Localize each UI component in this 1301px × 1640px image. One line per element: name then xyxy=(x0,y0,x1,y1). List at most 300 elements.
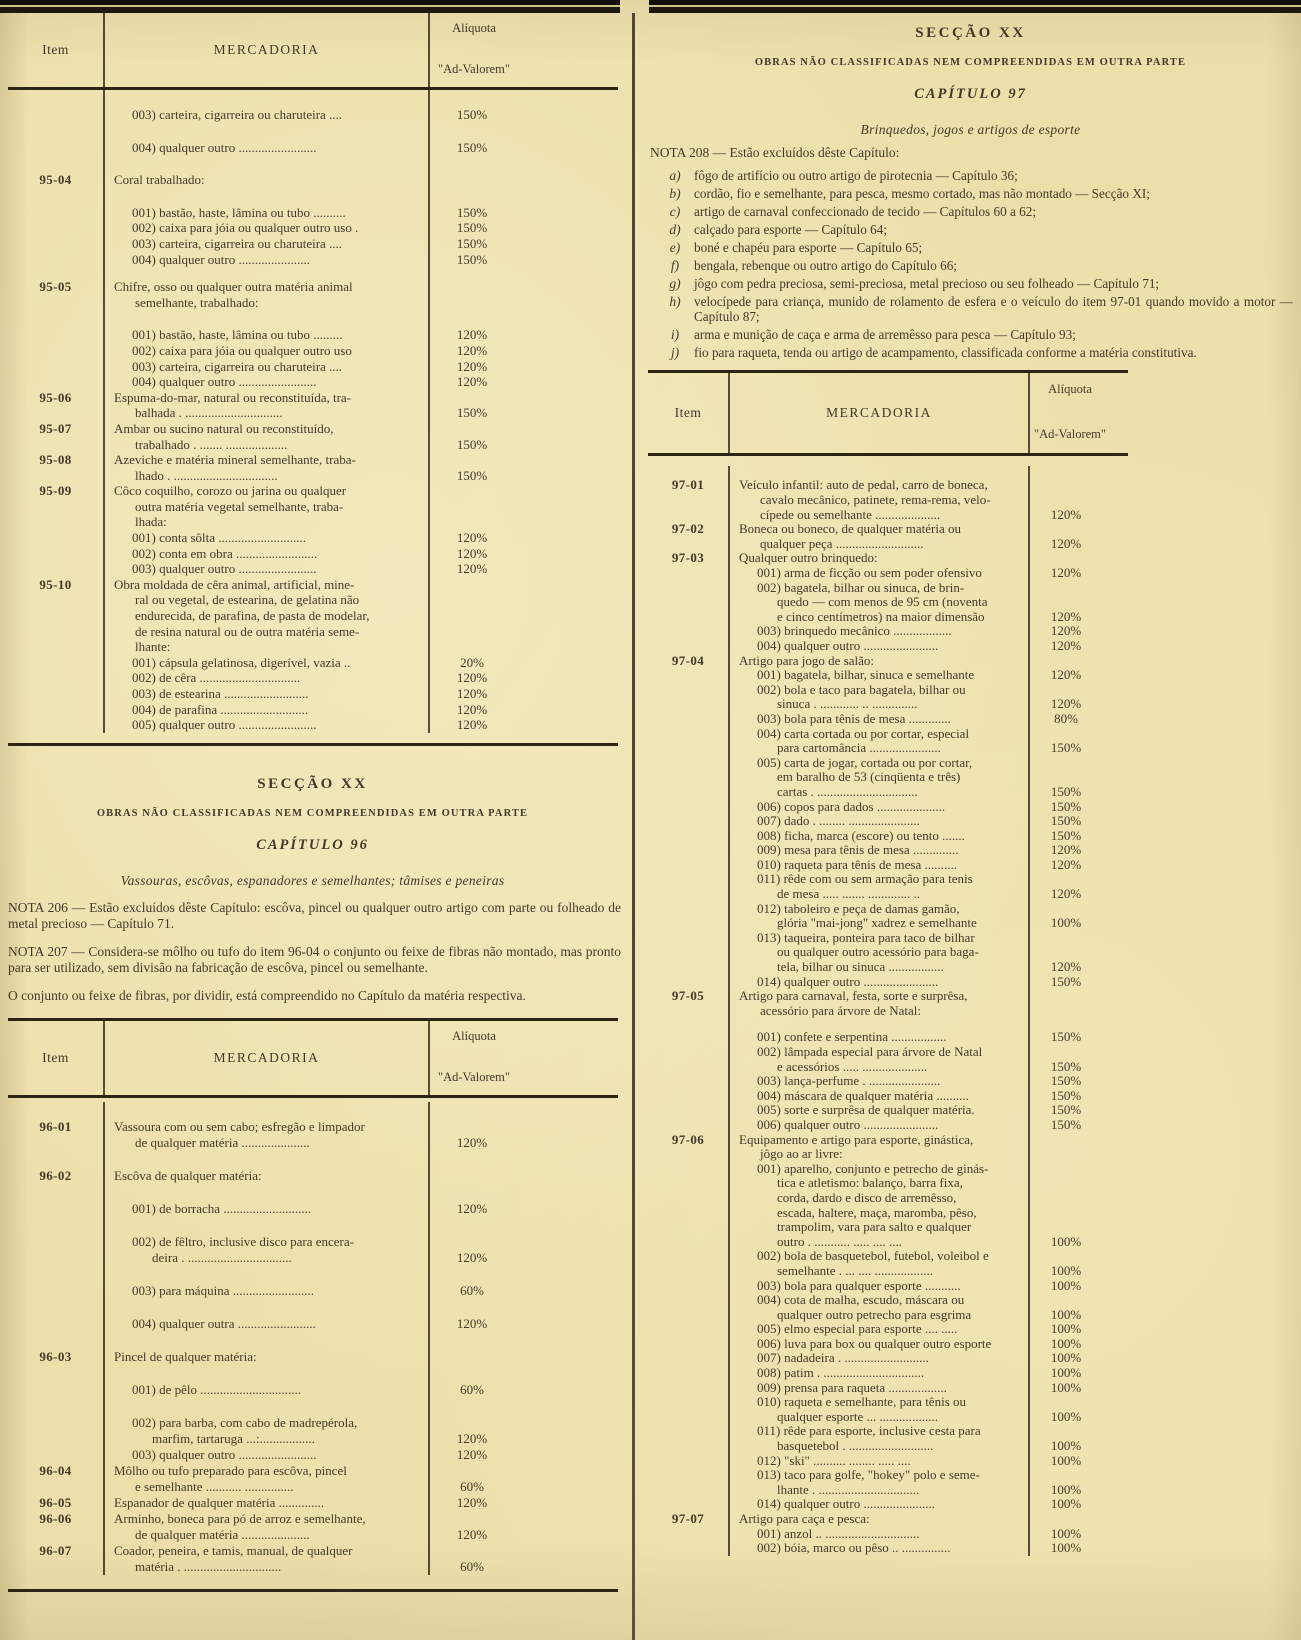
item-code xyxy=(648,814,728,829)
table-row xyxy=(8,1299,618,1332)
mercadoria-line: 004) qualquer outra ........................ xyxy=(132,1316,316,1332)
mercadoria-line: 004) qualquer outro ........................ xyxy=(132,139,317,155)
aliquota-cell xyxy=(428,577,618,593)
aliquota-cell xyxy=(428,405,618,421)
mercadoria-line: corda, dardo e disco de arremêsso, xyxy=(777,1190,957,1205)
aliquota-value: 100% xyxy=(1050,1262,1082,1278)
table-row xyxy=(648,960,1128,975)
section-heading-chapter-97 xyxy=(640,25,1301,360)
aliquota-cell xyxy=(1028,887,1128,902)
item-code xyxy=(648,610,728,625)
aliquota-cell xyxy=(1028,1060,1128,1075)
mercadoria-cell xyxy=(728,960,1028,975)
item-code xyxy=(648,1483,728,1498)
note-paragraph: NOTA 206 — Estão excluídos dêste Capítulo: escôva, pincel ou qualquer outro artigo com parte ou folheado de metal precioso — Capítulo 71. xyxy=(8,899,621,932)
mercadoria-line: Boneca ou boneco, de qualquer matéria ou xyxy=(739,522,961,537)
table-row xyxy=(648,1060,1128,1075)
mercadoria-cell xyxy=(103,374,428,390)
table-row xyxy=(648,1018,1128,1045)
mercadoria-line: 002) conta em obra ......................... xyxy=(132,545,318,561)
mercadoria-cell xyxy=(728,1337,1028,1352)
item-code xyxy=(648,697,728,712)
aliquota-cell xyxy=(1028,1147,1128,1162)
table-row xyxy=(8,546,618,562)
aliquota-cell xyxy=(1028,1264,1128,1279)
item-code: 96-04 xyxy=(39,1463,72,1479)
mercadoria-line: 002) caixa para jóia ou qualquer outro uso xyxy=(132,342,352,358)
aliquota-cell xyxy=(428,267,618,295)
table-row xyxy=(648,931,1128,946)
table-row xyxy=(648,610,1128,625)
table-row xyxy=(648,872,1128,887)
mercadoria-line: 012) "ski" .......... ........ ..... .... xyxy=(757,1453,911,1468)
section-subtitle: OBRAS NÃO CLASSIFICADAS NEM COMPREENDIDAS EM OUTRA PARTE xyxy=(96,807,529,819)
mercadoria-cell xyxy=(103,220,428,236)
item-code xyxy=(648,829,728,844)
item-code xyxy=(648,1162,728,1177)
mercadoria-line: ou qualquer outro acessório para baga- xyxy=(777,945,979,960)
mercadoria-line: 010) raqueta e semelhante, para tênis ou xyxy=(757,1395,966,1410)
column-header-mercadoria: MERCADORIA xyxy=(103,13,428,87)
aliquota-cell xyxy=(428,90,618,123)
mercadoria-line: de resina natural ou de outra matéria seme- xyxy=(135,623,360,639)
aliquota-cell xyxy=(1028,624,1128,639)
mercadoria-line: de qualquer matéria ..................... xyxy=(135,1135,310,1151)
table-body xyxy=(8,1098,618,1589)
aliquota-value: 20% xyxy=(460,654,484,670)
table-row xyxy=(648,639,1128,654)
table-row xyxy=(648,466,1128,493)
mercadoria-cell xyxy=(728,712,1028,727)
mercadoria-line: 007) nadadeira . .......................... xyxy=(757,1351,929,1366)
aliquota-value: 120% xyxy=(456,1431,488,1447)
mercadoria-cell xyxy=(728,1293,1028,1308)
aliquota-cell xyxy=(428,343,618,359)
item-code xyxy=(8,359,103,375)
aliquota-cell xyxy=(1028,829,1128,844)
item-code: 97-07 xyxy=(671,1511,705,1527)
mercadoria-cell xyxy=(728,1133,1028,1148)
mercadoria-cell xyxy=(728,1308,1028,1323)
exclusion-text: bengala, rebenque ou outro artigo do Capítulo 66; xyxy=(694,257,957,273)
mercadoria-line: 001) conta sôlta ........................... xyxy=(132,530,307,546)
aliquota-cell xyxy=(428,686,618,702)
mercadoria-cell xyxy=(103,1365,428,1398)
aliquota-value: 120% xyxy=(456,701,488,717)
item-code xyxy=(648,537,728,552)
mercadoria-line: 005) sorte e surprêsa de qualquer matéria. xyxy=(757,1103,975,1118)
aliquota-cell xyxy=(1028,566,1128,581)
mercadoria-line: 013) taco para golfe, "hokey" polo e seme- xyxy=(757,1468,980,1483)
exclusion-text: calçado para esporte — Capítulo 64; xyxy=(694,221,887,237)
aliquota-cell xyxy=(428,1299,618,1332)
table-row xyxy=(8,390,618,406)
aliquota-value: 100% xyxy=(1050,1233,1082,1249)
mercadoria-cell xyxy=(103,452,428,468)
mercadoria-line: tica e atletismo: balanço, barra fixa, xyxy=(777,1176,963,1191)
table-row xyxy=(648,916,1128,931)
item-code xyxy=(8,220,103,236)
table-row xyxy=(648,800,1128,815)
aliquota-value: 100% xyxy=(1050,915,1082,931)
mercadoria-cell xyxy=(728,551,1028,566)
mercadoria-cell xyxy=(728,931,1028,946)
mercadoria-cell xyxy=(728,1018,1028,1045)
aliquota-value: 120% xyxy=(456,1201,488,1217)
aliquota-cell xyxy=(1028,508,1128,523)
mercadoria-cell xyxy=(728,1527,1028,1542)
exclusion-letter: a) xyxy=(669,168,681,183)
mercadoria-cell xyxy=(728,1089,1028,1104)
mercadoria-cell xyxy=(728,1424,1028,1439)
item-code xyxy=(648,1322,728,1337)
table-row xyxy=(8,530,618,546)
left-column xyxy=(0,13,625,1592)
aliquota-cell xyxy=(1028,1089,1128,1104)
mercadoria-cell xyxy=(103,405,428,421)
aliquota-cell xyxy=(1028,1410,1128,1425)
aliquota-cell xyxy=(1028,1045,1128,1060)
aliquota-value: 150% xyxy=(456,251,488,267)
aliquota-cell xyxy=(428,639,618,655)
exclusion-item xyxy=(650,241,1295,256)
item-code xyxy=(8,1217,103,1250)
item-code: 95-05 xyxy=(39,279,72,295)
aliquota-value: 100% xyxy=(1050,1408,1082,1424)
mercadoria-cell xyxy=(728,1279,1028,1294)
aliquota-value: 120% xyxy=(1050,856,1082,872)
table-row xyxy=(8,670,618,686)
mercadoria-cell xyxy=(103,468,428,484)
item-code xyxy=(648,1351,728,1366)
aliquota-cell xyxy=(428,252,618,268)
mercadoria-line: 001) bastão, haste, lâmina ou tubo ......... xyxy=(132,327,343,343)
mercadoria-line: Escôva de qualquer matéria: xyxy=(114,1168,262,1184)
item-code xyxy=(648,1206,728,1221)
mercadoria-cell xyxy=(728,1351,1028,1366)
aliquota-cell xyxy=(428,546,618,562)
mercadoria-cell xyxy=(103,639,428,655)
table-row xyxy=(8,514,618,530)
aliquota-cell xyxy=(428,1543,618,1559)
aliquota-cell xyxy=(428,1398,618,1431)
aliquota-value: 100% xyxy=(1050,1540,1082,1556)
table-row xyxy=(8,592,618,608)
mercadoria-line: 003) bola para tênis de mesa ............. xyxy=(757,711,951,726)
mercadoria-cell xyxy=(728,1264,1028,1279)
aliquota-value: 120% xyxy=(456,1316,488,1332)
aliquota-value: 150% xyxy=(1050,827,1082,843)
mercadoria-cell xyxy=(728,785,1028,800)
table-header-row xyxy=(8,13,618,90)
mercadoria-cell xyxy=(103,1543,428,1559)
item-code xyxy=(648,1074,728,1089)
aliquota-cell xyxy=(1028,1308,1128,1323)
item-code xyxy=(648,566,728,581)
mercadoria-line: trabalhado . ....... ................... xyxy=(135,436,288,452)
item-code: 97-04 xyxy=(671,652,705,668)
aliquota-cell xyxy=(428,123,618,156)
table-row xyxy=(648,902,1128,917)
exclusion-text: boné e chapéu para esporte — Capítulo 65; xyxy=(694,239,923,255)
aliquota-cell xyxy=(1028,697,1128,712)
mercadoria-line: 014) qualquer outro ...................... xyxy=(757,1497,936,1512)
aliquota-cell xyxy=(428,608,618,624)
mercadoria-cell xyxy=(728,466,1028,493)
aliquota-cell xyxy=(428,624,618,640)
mercadoria-cell xyxy=(103,514,428,530)
mercadoria-cell xyxy=(728,1162,1028,1177)
item-code xyxy=(8,310,103,343)
mercadoria-line: 002) de cêra ............................... xyxy=(132,670,301,686)
aliquota-value: 120% xyxy=(1050,608,1082,624)
aliquota-cell xyxy=(1028,1279,1128,1294)
mercadoria-line: trampolim, vara para salto e qualquer xyxy=(777,1220,972,1235)
item-code xyxy=(648,1468,728,1483)
mercadoria-line: 003) brinquedo mecânico .................. xyxy=(757,624,952,639)
item-code xyxy=(648,508,728,523)
mercadoria-cell xyxy=(103,437,428,453)
mercadoria-line: 003) qualquer outro ........................ xyxy=(132,1447,317,1463)
aliquota-value: 60% xyxy=(460,1382,484,1398)
aliquota-cell xyxy=(428,359,618,375)
mercadoria-cell xyxy=(728,858,1028,873)
aliquota-cell xyxy=(1028,1249,1128,1264)
mercadoria-line: 001) confete e serpentina ................. xyxy=(757,1030,947,1045)
mercadoria-line: para cartomância ...................... xyxy=(777,741,941,756)
table-row xyxy=(8,1266,618,1299)
table-row xyxy=(8,1559,618,1575)
aliquota-cell xyxy=(428,530,618,546)
mercadoria-cell xyxy=(728,1176,1028,1191)
aliquota-cell xyxy=(428,1266,618,1299)
table-row xyxy=(8,1217,618,1250)
mercadoria-line: marfim, tartaruga ...:................. xyxy=(152,1431,315,1447)
table-row xyxy=(648,1103,1128,1118)
aliquota-cell xyxy=(428,483,618,499)
item-code xyxy=(648,931,728,946)
aliquota-cell xyxy=(428,1527,618,1543)
mercadoria-cell xyxy=(103,295,428,311)
item-code: 97-05 xyxy=(671,988,705,1004)
mercadoria-line: 002) para barba, com cabo de madrepérola, xyxy=(132,1415,358,1431)
aliquota-cell xyxy=(428,1184,618,1217)
aliquota-cell xyxy=(1028,712,1128,727)
item-code xyxy=(648,493,728,508)
table-row xyxy=(648,1410,1128,1425)
table-row xyxy=(648,1162,1128,1177)
tariff-table xyxy=(8,1018,618,1592)
table-row xyxy=(648,697,1128,712)
mercadoria-line: 009) prensa para raqueta .................. xyxy=(757,1380,947,1395)
item-code xyxy=(8,236,103,252)
aliquota-cell xyxy=(1028,1541,1128,1556)
aliquota-cell xyxy=(1028,975,1128,990)
mercadoria-line: 013) taqueira, ponteira para taco de bilhar xyxy=(757,930,975,945)
table-row xyxy=(648,1206,1128,1221)
table-row xyxy=(8,236,618,252)
aliquota-cell xyxy=(428,1431,618,1447)
mercadoria-cell xyxy=(728,887,1028,902)
mercadoria-cell xyxy=(728,872,1028,887)
mercadoria-line: qualquer esporte ... .................. xyxy=(777,1409,939,1424)
column-header-aliquota xyxy=(428,13,618,87)
aliquota-value: 100% xyxy=(1050,1350,1082,1366)
mercadoria-cell xyxy=(103,608,428,624)
section-title: SECÇÃO XX xyxy=(257,775,368,792)
table-row xyxy=(8,267,618,295)
aliquota-value: 120% xyxy=(1050,565,1082,581)
mercadoria-line: basquetebol . .......................... xyxy=(777,1439,934,1454)
item-code xyxy=(648,1045,728,1060)
item-code xyxy=(648,800,728,815)
aliquota-cell xyxy=(1028,1527,1128,1542)
aliquota-value: 100% xyxy=(1050,1525,1082,1541)
item-code xyxy=(648,785,728,800)
aliquota-cell xyxy=(1028,1293,1128,1308)
item-code xyxy=(648,1308,728,1323)
mercadoria-line: 004) de parafina ........................... xyxy=(132,701,309,717)
mercadoria-cell xyxy=(103,252,428,268)
table-row xyxy=(8,1527,618,1543)
mercadoria-cell xyxy=(728,1249,1028,1264)
tariff-table-chapter-95 xyxy=(0,13,625,746)
mercadoria-cell xyxy=(728,537,1028,552)
table-row xyxy=(648,887,1128,902)
table-row xyxy=(648,508,1128,523)
chapter-subject: Brinquedos, jogos e artigos de esporte xyxy=(860,122,1081,137)
mercadoria-cell xyxy=(728,843,1028,858)
aliquota-label-line1: Alíquota xyxy=(452,21,496,35)
table-row xyxy=(648,1381,1128,1396)
mercadoria-cell xyxy=(103,717,428,733)
mercadoria-line: Artigo para jogo de salão: xyxy=(739,653,875,668)
table-row xyxy=(648,1118,1128,1133)
aliquota-value: 150% xyxy=(1050,813,1082,829)
mercadoria-line: cartas . ............................... xyxy=(777,784,918,799)
item-code xyxy=(648,1235,728,1250)
table-row xyxy=(8,608,618,624)
exclusion-item xyxy=(650,328,1295,343)
mercadoria-line: outro . ........... ..... .... .... xyxy=(777,1234,902,1249)
column-header-item: Item xyxy=(674,405,702,421)
item-code xyxy=(8,437,103,453)
aliquota-cell xyxy=(1028,1381,1128,1396)
table-row xyxy=(648,1264,1128,1279)
item-code xyxy=(8,514,103,530)
aliquota-label-line1: Alíquota xyxy=(452,1029,496,1044)
aliquota-cell xyxy=(428,702,618,718)
column-header-mercadoria: MERCADORIA xyxy=(728,373,1028,453)
mercadoria-cell xyxy=(728,1512,1028,1527)
item-code xyxy=(648,712,728,727)
item-code xyxy=(648,1439,728,1454)
mercadoria-line: Veículo infantil: auto de pedal, carro de boneca, xyxy=(739,478,988,493)
item-code xyxy=(648,1424,728,1439)
item-code: 95-08 xyxy=(39,452,72,468)
aliquota-value: 100% xyxy=(1050,1452,1082,1468)
mercadoria-line: glória "mai-jong" xadrez e semelhante xyxy=(777,916,977,931)
aliquota-value: 150% xyxy=(456,220,488,236)
mercadoria-line: lhante . ............................... xyxy=(777,1482,920,1497)
column-header-item: Item xyxy=(42,1050,69,1066)
tariff-table xyxy=(648,370,1128,1561)
table-row xyxy=(648,1004,1128,1019)
aliquota-cell xyxy=(1028,1468,1128,1483)
item-code xyxy=(648,1454,728,1469)
table-row xyxy=(8,452,618,468)
aliquota-value: 120% xyxy=(456,670,488,686)
item-code xyxy=(648,595,728,610)
item-code xyxy=(648,975,728,990)
item-code xyxy=(648,624,728,639)
item-code xyxy=(8,295,103,311)
table-row xyxy=(8,483,618,499)
mercadoria-cell xyxy=(103,1398,428,1431)
aliquota-value: 100% xyxy=(1050,1277,1082,1293)
mercadoria-line: lhado . ................................ xyxy=(135,467,278,483)
table-row xyxy=(8,561,618,577)
mercadoria-line: 001) bagatela, bilhar, sinuca e semelhante xyxy=(757,668,975,683)
exclusion-letter: g) xyxy=(669,275,681,291)
table-row xyxy=(648,624,1128,639)
table-row xyxy=(648,1541,1128,1556)
mercadoria-cell xyxy=(728,1381,1028,1396)
mercadoria-line: 005) qualquer outro ........................ xyxy=(132,717,317,733)
item-code xyxy=(8,702,103,718)
aliquota-value: 120% xyxy=(456,530,488,546)
mercadoria-cell xyxy=(728,697,1028,712)
aliquota-cell xyxy=(1028,800,1128,815)
aliquota-label-line2: "Ad-Valorem" xyxy=(1034,427,1106,442)
mercadoria-line: outra matéria vegetal semelhante, traba- xyxy=(135,498,344,514)
mercadoria-line: 002) bóia, marco ou pêso .. ............... xyxy=(757,1541,951,1556)
mercadoria-line: 002) bola e taco para bagatela, bilhar ou xyxy=(757,682,966,697)
table-row xyxy=(648,1147,1128,1162)
item-code xyxy=(8,252,103,268)
aliquota-value: 150% xyxy=(1050,1116,1082,1132)
aliquota-value: 150% xyxy=(1050,783,1082,799)
item-code xyxy=(648,668,728,683)
item-code xyxy=(648,741,728,756)
item-code xyxy=(8,1559,103,1575)
mercadoria-cell xyxy=(103,1217,428,1250)
section-heading-chapter-96 xyxy=(0,776,625,1005)
mercadoria-line: e cinco centímetros) na maior dimensão xyxy=(777,609,985,624)
chapter-title: CAPÍTULO 97 xyxy=(914,86,1027,102)
exclusion-item xyxy=(650,205,1295,220)
table-row xyxy=(8,577,618,593)
item-code xyxy=(648,1191,728,1206)
exclusion-text: fio para raqueta, tenda ou artigo de acampamento, classificada conforme a matéria constitutiva. xyxy=(694,344,1197,360)
mercadoria-cell xyxy=(728,1235,1028,1250)
aliquota-value: 120% xyxy=(456,327,488,343)
aliquota-cell xyxy=(1028,1439,1128,1454)
item-code xyxy=(648,1118,728,1133)
mercadoria-cell xyxy=(103,310,428,343)
exclusion-text: fôgo de artifício ou outro artigo de pirotecnia — Capítulo 36; xyxy=(694,168,1018,183)
mercadoria-cell xyxy=(728,683,1028,698)
column-header-aliquota xyxy=(428,1021,618,1095)
mercadoria-cell xyxy=(103,1463,428,1479)
aliquota-value: 60% xyxy=(460,1559,484,1575)
aliquota-value: 100% xyxy=(1050,1306,1082,1322)
table-row xyxy=(8,437,618,453)
aliquota-cell xyxy=(428,1495,618,1511)
aliquota-value: 150% xyxy=(456,467,488,483)
exclusion-letter: e) xyxy=(669,239,681,255)
aliquota-cell xyxy=(428,310,618,343)
